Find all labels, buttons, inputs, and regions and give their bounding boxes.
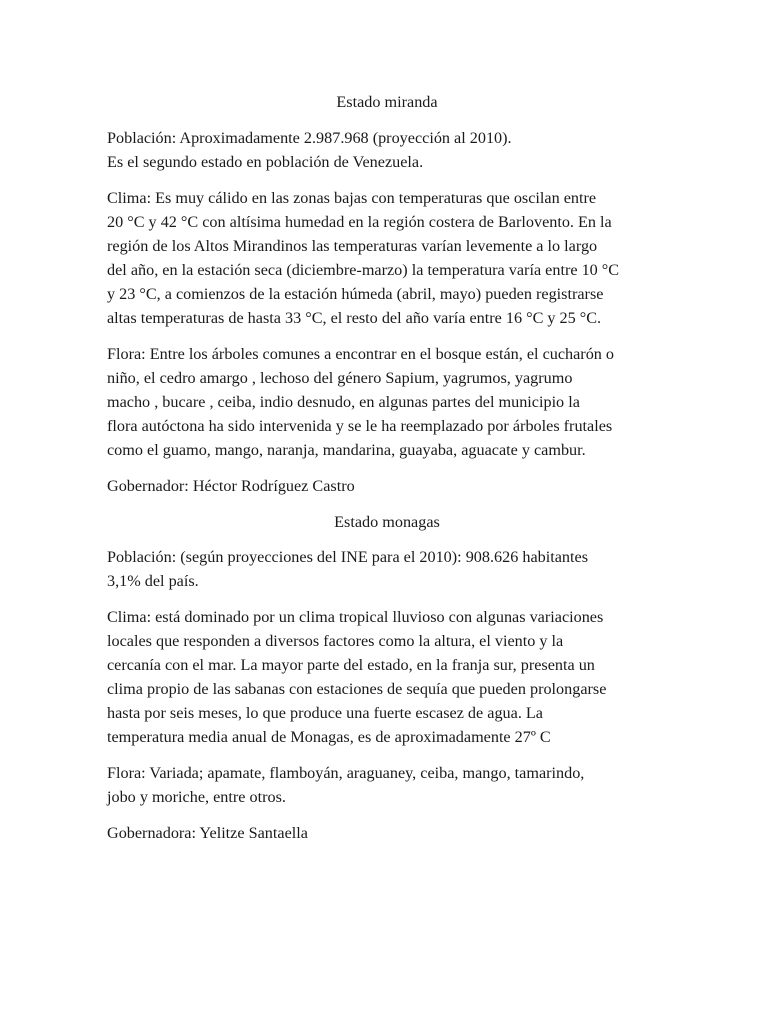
text-line: locales que responden a diversos factores como la altura, el viento y la	[107, 632, 564, 650]
text-line: jobo y moriche, entre otros.	[107, 788, 286, 806]
text-line: y 23 °C, a comienzos de la estación húmeda (abril, mayo) pueden registrarse	[107, 285, 604, 303]
text-line: macho , bucare , ceiba, indio desnudo, en algunas partes del municipio la	[107, 393, 580, 411]
text-line: 3,1% del país.	[107, 572, 199, 590]
paragraph-flora-monagas	[107, 761, 667, 809]
section-title-monagas: Estado monagas	[334, 513, 440, 531]
text-line: niño, el cedro amargo , lechoso del género Sapium, yagrumos, yagrumo	[107, 369, 573, 387]
text-line: Es el segundo estado en población de Venezuela.	[107, 153, 424, 171]
section-title-miranda: Estado miranda	[336, 93, 438, 111]
paragraph-poblacion-miranda	[107, 126, 667, 174]
paragraph-poblacion-monagas	[107, 545, 667, 593]
paragraph-clima-miranda	[107, 186, 667, 330]
text-line: altas temperaturas de hasta 33 °C, el resto del año varía entre 16 °C y 25 °C.	[107, 309, 602, 327]
text-line: flora autóctona ha sido intervenida y se le ha reemplazado por árboles frutales	[107, 417, 613, 435]
text-line: Gobernadora: Yelitze Santaella	[107, 824, 308, 842]
text-line: clima propio de las sabanas con estaciones de sequía que pueden prolongarse	[107, 680, 607, 698]
text-line: Flora: Variada; apamate, flamboyán, araguaney, ceiba, mango, tamarindo,	[107, 764, 585, 782]
paragraph-gobernador-monagas	[107, 821, 667, 845]
text-line: Flora: Entre los árboles comunes a encontrar en el bosque están, el cucharón o	[107, 345, 615, 363]
text-line: hasta por seis meses, lo que produce una fuerte escasez de agua. La	[107, 704, 543, 722]
text-line: como el guamo, mango, naranja, mandarina, guayaba, aguacate y cambur.	[107, 441, 586, 459]
paragraph-gobernador-miranda	[107, 474, 667, 498]
text-line: temperatura media anual de Monagas, es de aproximadamente 27º C	[107, 728, 551, 746]
text-line: Clima: Es muy cálido en las zonas bajas con temperaturas que oscilan entre	[107, 189, 597, 207]
text-line: del año, en la estación seca (diciembre-marzo) la temperatura varía entre 10 °C	[107, 261, 620, 279]
text-line: cercanía con el mar. La mayor parte del estado, en la franja sur, presenta un	[107, 656, 595, 674]
text-line: región de los Altos Mirandinos las temperaturas varían levemente a lo largo	[107, 237, 598, 255]
document-page	[107, 90, 667, 857]
paragraph-flora-miranda	[107, 342, 667, 462]
text-line: Población: (según proyecciones del INE para el 2010): 908.626 habitantes	[107, 548, 588, 566]
text-line: 20 °C y 42 °C con altísima humedad en la región costera de Barlovento. En la	[107, 213, 612, 231]
paragraph-clima-monagas	[107, 605, 667, 749]
text-line: Población: Aproximadamente 2.987.968 (proyección al 2010).	[107, 129, 512, 147]
text-line: Gobernador: Héctor Rodríguez Castro	[107, 477, 355, 495]
text-line: Clima: está dominado por un clima tropical lluvioso con algunas variaciones	[107, 608, 604, 626]
